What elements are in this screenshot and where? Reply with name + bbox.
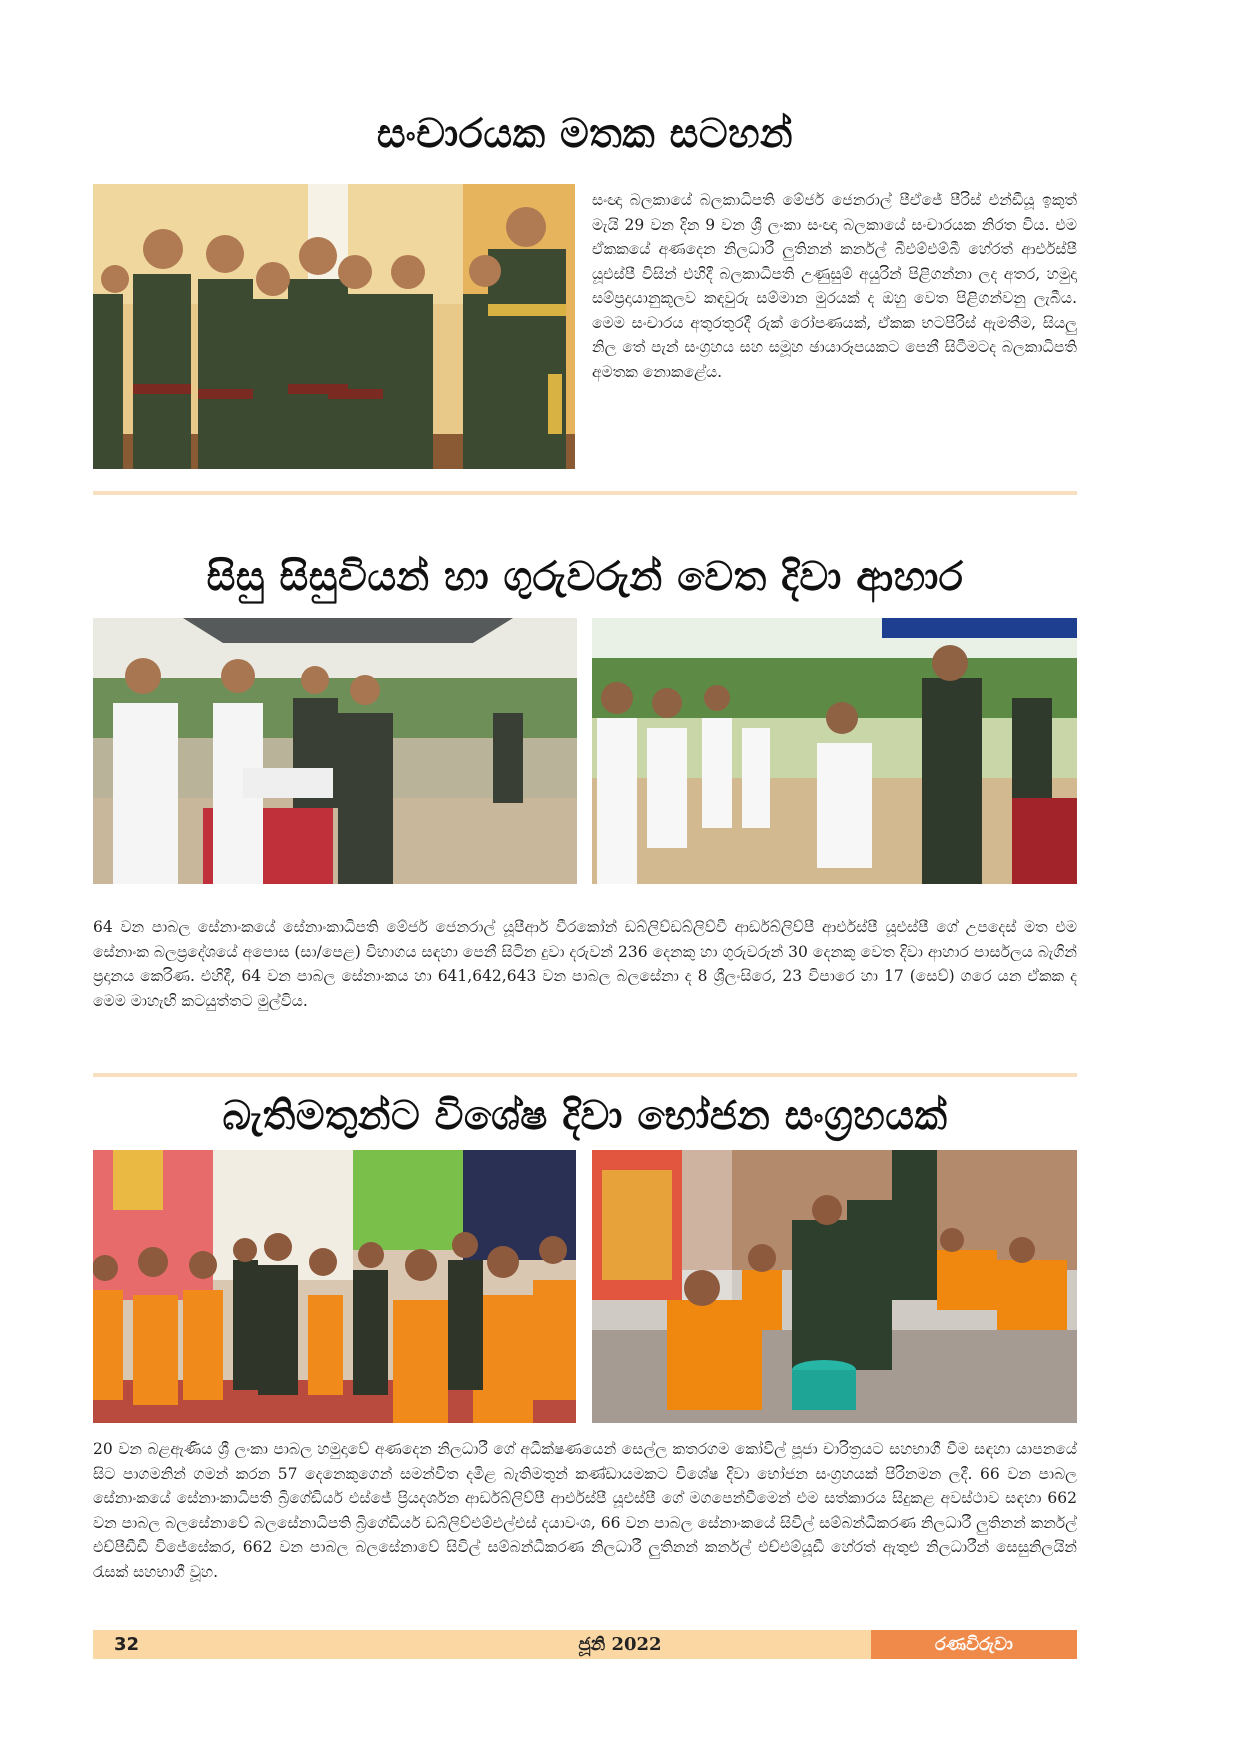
divider-rule: [93, 491, 1077, 495]
page-number: 32: [114, 1634, 140, 1655]
divider-rule: [93, 1073, 1077, 1077]
article2-photo-parcel-handover: [93, 618, 577, 884]
article1-body: සංඥා බලකායේ බලකාධිපති මේජර් ජෙනරාල් පීඒජේ පීරිස් එන්ඩීයූ ඉකුත් මැයි 29 වන දින 9 වන ශ්‍රී ලංකා සංඥා බලකායේ සංචාරයක නිරත විය. එම ඒකකයේ අණදෙන නිලධාරී ලුතිනන් කර්නල් බීඑම්එම්බී හේරත් ආර්එස්පී යූඑස්පී විසින් එහිදී බලකාධිපති උණුසුම් අයුරින් පිළිගන්නා ලද අතර, හමුදා සම්ප්‍රදායානුකූලව කඳවුරු සම්මාන මුරයක් ද ඔහු වෙත පිළිගන්වනු ලැබීය. මෙම සංචාරය අතුරතුරදී රුක් රෝපණයක්, ඒකක භටපිරිස් ඇමතීම, සියලු නිල තේ පැන් සංග්‍රහය සහ සමූහ ඡායාරූපයකට පෙනී සිටීමටද බලකාධිපති අමතක නොකළේය.: [592, 191, 1077, 381]
article2-body: 64 වන පාබල සේනාංකයේ සේනාංකාධිපති මේජර් ජෙනරාල් යූපීආර් වීරකෝන් ඩබ්ලිව්ඩබ්ලිව්වී ආර්ඩබ්ලිව්පී ආර්එස්පී යූඑස්පී ගේ උපදෙස් මත එම සේනාංක බලප්‍රදේශයේ අපොස (සා/පෙළ) විභාගය සඳහා පෙනී සිටින දුවා දරුවන් 236 දෙනකු හා ගුරුවරුන් 30 දෙනකු වෙත දිවා ආහාර පාර්සලය බැගින් ප්‍රදානය කෙරිණ. එහිදී, 64 වන පාබල සේනාංකය හා 641,642,643 වන පාබල බලසේනා ද 8 ශ්‍රීලංසිරෙ, 23 විපාරෙ හා 17 (සෙව්) ගරෙ යන ඒකක ද මෙම මාහැඟි කටයුත්තට මුල්විය.: [93, 918, 1077, 1010]
article1-photo-handshake: [93, 184, 575, 469]
article2-photo-students: [592, 618, 1077, 884]
article3-body: 20 වන බළඇණිය ශ්‍රී ලංකා පාබල හමුදාවේ අණදෙන නිලධාරී ගේ අධීක්ෂණයෙන් සෙල්ල කතරගම කෝවිල් පූජා චාරිත්‍රයට සහභාගී වීම සඳහා යාපනයේ සිට පාගමනින් ගමන් කරන 57 දෙනෙකුගෙන් සමන්විත දමිළ බැතිමතුන් කණ්ඩායමකට විශේෂ දිවා භෝජන සංග්‍රහයක් පිරිනමන ලදී. 66 වන පාබල සේනාංකයේ සේනාංකාධිපති බ්‍රිගේඩියර් එස්ජේ ප්‍රියදර්ශන ආර්ඩබ්ලිව්පී ආර්එස්පී යූඑස්පී ගේ මගපෙන්වීමෙන් එම සත්කාරය සිදුකළ අවස්ථාව සඳහා 662 වන පාබල බලසේනාවේ බලසේනාධිපති බ්‍රිගේඩියර් ඩබ්ලිව්එම්එල්එස් දයාවංශ, 66 වන පාබල සේනාංකයේ සිවිල් සම්බන්ධීකරණ නිලධාරී ලුතිනන් කර්නල් එච්පීඩීඩී විජේසේකර, 662 වන පාබල බලසේනාවේ සිවිල් සම්බන්ධීකරණ නිලධාරී ලුතිනන් කර්නල් එච්එම්යූඩී හේරත් ඇතුළු නිලධාරීන් සෙසුනිලයින් රැසක් සහභාගී වූහ.: [93, 1440, 1077, 1581]
magazine-name: රණවිරුවා: [935, 1634, 1013, 1655]
article3-photo-food-serving: [592, 1150, 1077, 1423]
article2-headline: සිසු සිසුවියන් හා ගුරුවරුන් වෙත දිවා ආහාර: [206, 554, 964, 600]
article1-headline: සංචාරයක මතක සටහන්: [376, 111, 794, 157]
article3-headline: බැතිමතුන්ට විශේෂ දිවා භෝජන සංග්‍රහයක්: [222, 1093, 948, 1139]
article3-photo-devotees-group: [93, 1150, 576, 1423]
issue-date: ජූනි 2022: [578, 1634, 662, 1655]
